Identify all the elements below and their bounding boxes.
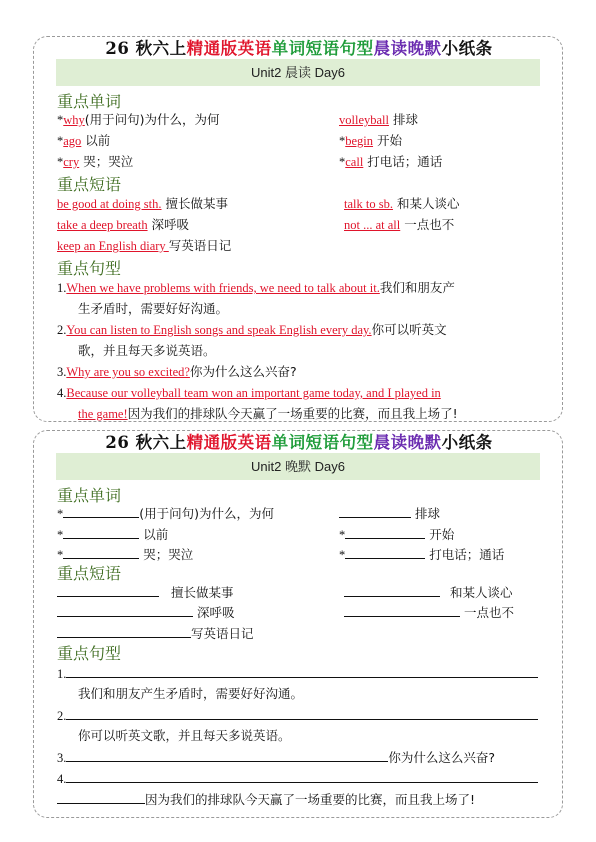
word-blank-item: * (用于问句)为什么，为何	[57, 506, 275, 521]
phrase-blank-item: 深呼吸	[57, 603, 234, 622]
sentence-line: 歌，并且每天多说英语。	[78, 343, 216, 358]
sentence-blank-line: 4.	[57, 769, 538, 788]
word-item: *ago 以前	[57, 133, 111, 148]
word-item: volleyball 排球	[339, 112, 418, 127]
section-phrases: 重点短语	[57, 175, 122, 194]
word-item: *cry 哭；哭泣	[57, 154, 134, 169]
answer-blank[interactable]	[66, 769, 538, 783]
section-words: 重点单词	[57, 486, 122, 505]
answer-blank[interactable]	[66, 664, 538, 678]
word-blank-item: * 打电话；通话	[339, 547, 505, 562]
word-blank-item: * 开始	[339, 527, 455, 542]
morning-reading-card	[33, 36, 563, 422]
sentence-blank-line: 1.	[57, 664, 538, 683]
sentence-line: 1.When we have problems with friends, we need to talk about it.我们和朋友产	[57, 280, 455, 295]
phrase-item: talk to sb. 和某人谈心	[344, 196, 460, 211]
answer-blank[interactable]	[345, 545, 425, 559]
phrase-item: not ... at all 一点也不	[344, 217, 455, 232]
unit-band: Unit2 晚默 Day6	[56, 453, 540, 480]
phrase-blank-item: 和某人谈心	[344, 583, 512, 602]
sentence-cn: 我们和朋友产生矛盾时，需要好好沟通。	[78, 686, 304, 701]
sentence-cn: 你可以听英文歌，并且每天多说英语。	[78, 728, 291, 743]
title-edition: 精通版英语	[186, 433, 272, 452]
answer-blank[interactable]	[63, 504, 139, 518]
answer-blank[interactable]	[57, 624, 191, 638]
word-blank-item: 排球	[339, 504, 440, 523]
word-blank-item: * 哭；哭泣	[57, 547, 194, 562]
phrase-blank-item: 写英语日记	[57, 624, 254, 643]
sentence-blank-line: 因为我们的排球队今天赢了一场重要的比赛，而且我上场了!	[57, 790, 475, 809]
sentence-line: 4.Because our volleyball team won an important game today, and I played in	[57, 386, 441, 400]
card-title	[34, 35, 564, 59]
answer-blank[interactable]	[57, 583, 159, 597]
section-phrases: 重点短语	[57, 564, 122, 583]
title-mode: 晨读晚默	[373, 433, 442, 452]
unit-band: Unit2 晨读 Day6	[56, 59, 540, 86]
sentence-blank-line: 3. 你为什么这么兴奋?	[57, 750, 496, 765]
title-content: 单词短语句型	[271, 39, 374, 58]
answer-blank[interactable]	[57, 603, 193, 617]
phrase-item: keep an English diary 写英语日记	[57, 238, 232, 253]
section-words: 重点单词	[57, 92, 122, 111]
phrase-blank-item: 一点也不	[344, 603, 514, 622]
answer-blank[interactable]	[344, 583, 440, 597]
answer-blank[interactable]	[66, 748, 388, 762]
title-grade: 26 秋六上	[105, 433, 187, 452]
phrase-item: be good at doing sth. 擅长做某事	[57, 196, 228, 211]
word-blank-item: * 以前	[57, 527, 169, 542]
phrase-item: take a deep breath 深呼吸	[57, 217, 190, 232]
answer-blank[interactable]	[57, 790, 145, 804]
sentence-line: the game!因为我们的排球队今天赢了一场重要的比赛，而且我上场了!	[78, 406, 458, 421]
answer-blank[interactable]	[63, 545, 139, 559]
title-note: 小纸条	[441, 39, 493, 58]
sentence-blank-line: 2.	[57, 706, 538, 725]
title-note: 小纸条	[441, 433, 493, 452]
answer-blank[interactable]	[66, 706, 538, 720]
word-item: *call 打电话；通话	[339, 154, 443, 169]
section-sentences: 重点句型	[57, 259, 122, 278]
section-sentences: 重点句型	[57, 644, 122, 663]
word-item: *begin 开始	[339, 133, 403, 148]
card-title	[34, 429, 564, 453]
sentence-line: 生矛盾时，需要好好沟通。	[78, 301, 229, 316]
title-content: 单词短语句型	[271, 433, 374, 452]
answer-blank[interactable]	[344, 603, 460, 617]
title-grade: 26 秋六上	[105, 39, 187, 58]
answer-blank[interactable]	[345, 525, 425, 539]
sentence-line: 3.Why are you so excited?你为什么这么兴奋?	[57, 364, 297, 379]
evening-dictation-card	[33, 430, 563, 818]
answer-blank[interactable]	[339, 504, 411, 518]
word-item: *why(用于问句)为什么，为何	[57, 112, 220, 127]
sentence-line: 2.You can listen to English songs and speak English every day.你可以听英文	[57, 322, 447, 337]
title-mode: 晨读晚默	[373, 39, 442, 58]
title-edition: 精通版英语	[186, 39, 272, 58]
phrase-blank-item: 擅长做某事	[57, 583, 233, 602]
answer-blank[interactable]	[63, 525, 139, 539]
